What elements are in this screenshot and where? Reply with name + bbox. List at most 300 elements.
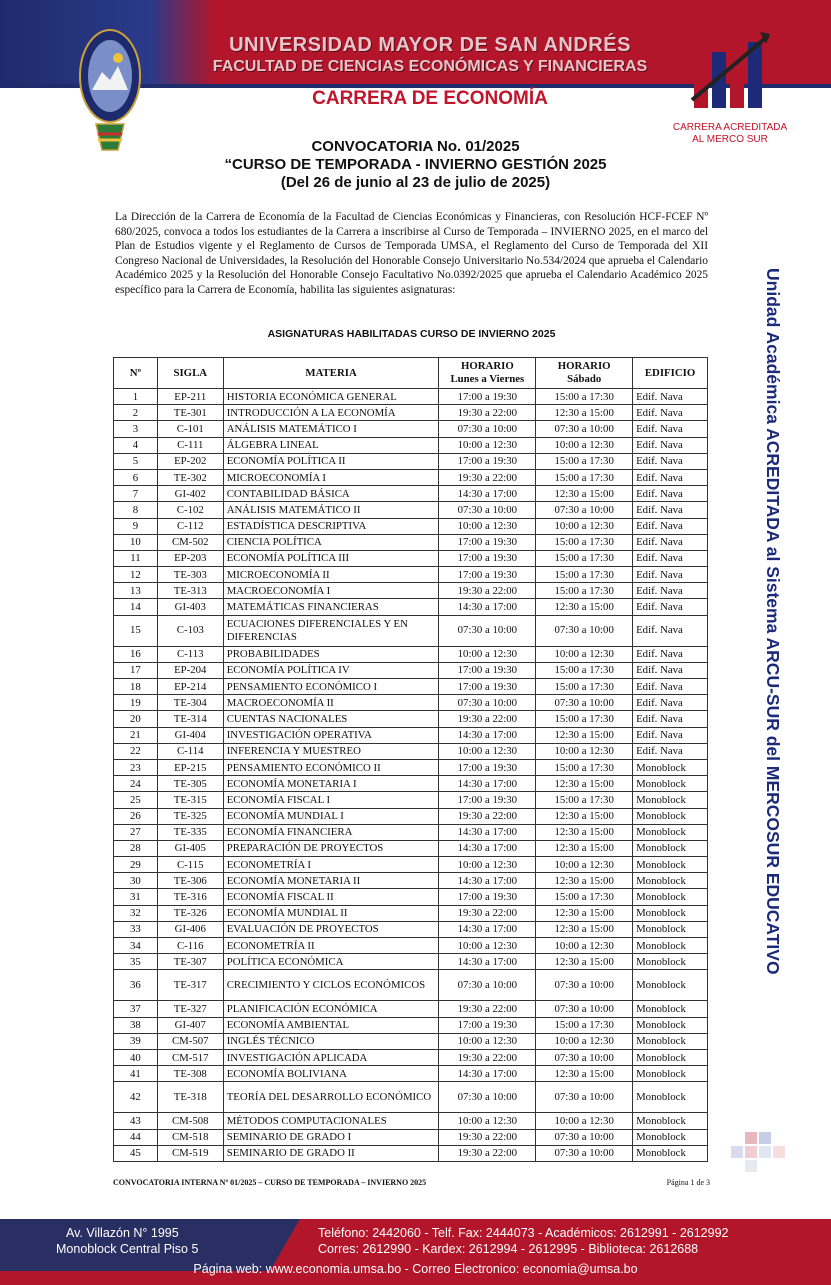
table-row <box>114 534 708 550</box>
decorative-squares-icon <box>725 1132 795 1182</box>
row-number: 35 <box>114 954 158 970</box>
row-horario-saturday: 07:30 a 10:00 <box>536 421 633 437</box>
row-horario-weekday: 17:00 a 19:30 <box>439 679 536 695</box>
row-edificio: Monoblock <box>633 1113 708 1129</box>
page-number: Página 1 de 3 <box>666 1178 710 1187</box>
row-edificio: Edif. Nava <box>633 534 708 550</box>
row-horario-saturday: 12:30 a 15:00 <box>536 486 633 502</box>
row-materia: ECONOMÍA POLÍTICA IV <box>223 662 439 678</box>
row-number: 21 <box>114 727 158 743</box>
table-body <box>114 389 708 1162</box>
row-horario-saturday: 10:00 a 12:30 <box>536 518 633 534</box>
table-row <box>114 905 708 921</box>
table-row <box>114 567 708 583</box>
row-materia: INTRODUCCIÓN A LA ECONOMÍA <box>223 405 439 421</box>
row-horario-saturday: 10:00 a 12:30 <box>536 938 633 954</box>
row-edificio: Edif. Nava <box>633 583 708 599</box>
row-materia: MÉTODOS COMPUTACIONALES <box>223 1113 439 1129</box>
row-horario-weekday: 14:30 a 17:00 <box>439 1066 536 1082</box>
row-edificio: Edif. Nava <box>633 502 708 518</box>
row-materia: PREPARACIÓN DE PROYECTOS <box>223 840 439 856</box>
row-edificio: Monoblock <box>633 1082 708 1113</box>
row-number: 24 <box>114 776 158 792</box>
row-horario-weekday: 19:30 a 22:00 <box>439 469 536 485</box>
row-materia: PROBABILIDADES <box>223 646 439 662</box>
row-sigla: CM-502 <box>157 534 223 550</box>
row-number: 6 <box>114 469 158 485</box>
row-number: 37 <box>114 1001 158 1017</box>
header-num: Nº <box>114 358 158 389</box>
row-horario-weekday: 19:30 a 22:00 <box>439 711 536 727</box>
university-seal-icon <box>78 28 142 152</box>
row-horario-weekday: 17:00 a 19:30 <box>439 389 536 405</box>
row-materia: INVESTIGACIÓN APLICADA <box>223 1049 439 1065</box>
row-materia: HISTORIA ECONÓMICA GENERAL <box>223 389 439 405</box>
announcement-line-2: “CURSO DE TEMPORADA - INVIERNO GESTIÓN 2025 <box>224 156 607 173</box>
row-number: 29 <box>114 857 158 873</box>
row-edificio: Monoblock <box>633 1001 708 1017</box>
side-accreditation <box>757 268 787 1028</box>
career-title: CARRERA DE ECONOMÍA <box>312 88 548 109</box>
row-number: 9 <box>114 518 158 534</box>
row-materia: ESTADÍSTICA DESCRIPTIVA <box>223 518 439 534</box>
row-horario-weekday: 17:00 a 19:30 <box>439 534 536 550</box>
side-accreditation-text: Unidad Académica ACREDITADA al Sistema ARCU-SUR del MERCOSUR EDUCATIVO <box>763 268 783 975</box>
footer-address-line-2: Monoblock Central Piso 5 <box>56 1242 199 1256</box>
row-edificio: Monoblock <box>633 776 708 792</box>
row-number: 44 <box>114 1129 158 1145</box>
row-number: 28 <box>114 840 158 856</box>
row-edificio: Edif. Nava <box>633 679 708 695</box>
row-sigla: EP-204 <box>157 662 223 678</box>
row-sigla: EP-214 <box>157 679 223 695</box>
row-horario-weekday: 19:30 a 22:00 <box>439 583 536 599</box>
row-materia: ANÁLISIS MATEMÁTICO I <box>223 421 439 437</box>
row-horario-saturday: 10:00 a 12:30 <box>536 1033 633 1049</box>
faculty-title: FACULTAD DE CIENCIAS ECONÓMICAS Y FINANCIERAS <box>212 58 648 75</box>
row-number: 14 <box>114 599 158 615</box>
table-row <box>114 711 708 727</box>
row-materia: ECONOMETRÍA II <box>223 938 439 954</box>
row-edificio: Monoblock <box>633 921 708 937</box>
announcement-heading <box>100 138 731 192</box>
row-materia: ECONOMÍA POLÍTICA III <box>223 550 439 566</box>
row-edificio: Monoblock <box>633 889 708 905</box>
row-sigla: C-116 <box>157 938 223 954</box>
table-row <box>114 437 708 453</box>
row-number: 45 <box>114 1145 158 1161</box>
row-edificio: Monoblock <box>633 840 708 856</box>
row-materia: MATEMÁTICAS FINANCIERAS <box>223 599 439 615</box>
subjects-table <box>113 357 708 1162</box>
row-number: 8 <box>114 502 158 518</box>
row-number: 33 <box>114 921 158 937</box>
row-number: 42 <box>114 1082 158 1113</box>
table-row <box>114 873 708 889</box>
row-horario-saturday: 07:30 a 10:00 <box>536 695 633 711</box>
row-edificio: Edif. Nava <box>633 711 708 727</box>
row-horario-saturday: 12:30 a 15:00 <box>536 776 633 792</box>
row-number: 5 <box>114 453 158 469</box>
table-row <box>114 921 708 937</box>
row-edificio: Monoblock <box>633 1049 708 1065</box>
row-sigla: CM-518 <box>157 1129 223 1145</box>
row-number: 10 <box>114 534 158 550</box>
row-edificio: Edif. Nava <box>633 486 708 502</box>
career-logo-icon <box>688 30 772 114</box>
row-sigla: TE-316 <box>157 889 223 905</box>
row-horario-saturday: 15:00 a 17:30 <box>536 662 633 678</box>
announcement-line-3: (Del 26 de junio al 23 de julio de 2025) <box>280 174 551 191</box>
table-row <box>114 583 708 599</box>
row-edificio: Monoblock <box>633 1145 708 1161</box>
row-sigla: C-115 <box>157 857 223 873</box>
row-sigla: C-113 <box>157 646 223 662</box>
row-number: 39 <box>114 1033 158 1049</box>
intro-paragraph: La Dirección de la Carrera de Economía de la Facultad de Ciencias Económicas y Financieras, con Resolución HCF-FCEF Nº 680/2025, convoca a todos los estudiantes de la Carrera a inscribirse al Curso de Temporada – INVIERNO 2025, en el marco del Plan de Estudios vigente y el Reglamento de Cursos de Temporada UMSA, el Reglamento del Curso de Temporada del XII Congreso Nacional de Universidades, la Resolución del Honorable Consejo Universitario No.534/2024 que aprueba el Calendario Académico 2025 y la Resolución del Honorable Consejo Facultativo No.0392/2025 que aprueba el Calendario Académico 2025 específico para la Carrera de Economía, habilita las siguientes asignaturas: <box>115 211 708 296</box>
row-edificio: Monoblock <box>633 938 708 954</box>
row-sigla: GI-404 <box>157 727 223 743</box>
row-sigla: CM-507 <box>157 1033 223 1049</box>
row-horario-saturday: 07:30 a 10:00 <box>536 1049 633 1065</box>
row-materia: MICROECONOMÍA II <box>223 567 439 583</box>
row-horario-saturday: 10:00 a 12:30 <box>536 646 633 662</box>
row-materia: CUENTAS NACIONALES <box>223 711 439 727</box>
table-row <box>114 599 708 615</box>
row-horario-saturday: 12:30 a 15:00 <box>536 405 633 421</box>
row-edificio: Monoblock <box>633 857 708 873</box>
row-horario-weekday: 07:30 a 10:00 <box>439 1082 536 1113</box>
row-materia: ECONOMÍA FINANCIERA <box>223 824 439 840</box>
row-materia: ANÁLISIS MATEMÁTICO II <box>223 502 439 518</box>
row-horario-saturday: 15:00 a 17:30 <box>536 792 633 808</box>
row-materia: ECONOMÍA FISCAL II <box>223 889 439 905</box>
row-materia: SEMINARIO DE GRADO II <box>223 1145 439 1161</box>
internal-footnote: CONVOCATORIA INTERNA Nº 01/2025 – CURSO DE TEMPORADA – INVIERNO 2025 <box>113 1178 427 1187</box>
row-number: 32 <box>114 905 158 921</box>
row-number: 13 <box>114 583 158 599</box>
row-number: 4 <box>114 437 158 453</box>
row-horario-saturday: 15:00 a 17:30 <box>536 583 633 599</box>
row-sigla: C-114 <box>157 743 223 759</box>
row-sigla: C-112 <box>157 518 223 534</box>
header-sigla: SIGLA <box>157 358 223 389</box>
header-edificio: EDIFICIO <box>633 358 708 389</box>
row-sigla: GI-405 <box>157 840 223 856</box>
table-row <box>114 1145 708 1161</box>
accreditation-line-1: CARRERA ACREDITADA <box>672 122 788 133</box>
accreditation-line-2: AL MERCO SUR <box>692 134 768 145</box>
row-sigla: CM-519 <box>157 1145 223 1161</box>
row-number: 30 <box>114 873 158 889</box>
row-number: 38 <box>114 1017 158 1033</box>
row-horario-weekday: 10:00 a 12:30 <box>439 1113 536 1129</box>
row-sigla: TE-307 <box>157 954 223 970</box>
row-sigla: TE-335 <box>157 824 223 840</box>
table-row <box>114 646 708 662</box>
table-row <box>114 615 708 646</box>
row-materia: INFERENCIA Y MUESTREO <box>223 743 439 759</box>
row-materia: ÁLGEBRA LINEAL <box>223 437 439 453</box>
row-sigla: TE-301 <box>157 405 223 421</box>
row-horario-saturday: 12:30 a 15:00 <box>536 808 633 824</box>
row-materia: ECONOMÍA BOLIVIANA <box>223 1066 439 1082</box>
row-materia: ECONOMÍA MUNDIAL II <box>223 905 439 921</box>
row-horario-weekday: 19:30 a 22:00 <box>439 905 536 921</box>
row-edificio: Edif. Nava <box>633 743 708 759</box>
row-edificio: Edif. Nava <box>633 405 708 421</box>
row-horario-weekday: 14:30 a 17:00 <box>439 954 536 970</box>
row-horario-weekday: 07:30 a 10:00 <box>439 970 536 1001</box>
row-number: 34 <box>114 938 158 954</box>
row-horario-weekday: 10:00 a 12:30 <box>439 857 536 873</box>
header-materia: MATERIA <box>223 358 439 389</box>
row-horario-weekday: 17:00 a 19:30 <box>439 889 536 905</box>
row-horario-saturday: 07:30 a 10:00 <box>536 1082 633 1113</box>
row-materia: TEORÍA DEL DESARROLLO ECONÓMICO <box>223 1082 439 1113</box>
row-horario-weekday: 10:00 a 12:30 <box>439 437 536 453</box>
table-header-row <box>114 358 708 389</box>
row-horario-weekday: 19:30 a 22:00 <box>439 405 536 421</box>
table-row <box>114 502 708 518</box>
row-sigla: TE-318 <box>157 1082 223 1113</box>
row-edificio: Edif. Nava <box>633 662 708 678</box>
row-sigla: TE-306 <box>157 873 223 889</box>
row-sigla: CM-517 <box>157 1049 223 1065</box>
row-horario-saturday: 15:00 a 17:30 <box>536 469 633 485</box>
row-number: 40 <box>114 1049 158 1065</box>
row-materia: PLANIFICACIÓN ECONÓMICA <box>223 1001 439 1017</box>
row-sigla: TE-317 <box>157 970 223 1001</box>
row-edificio: Monoblock <box>633 954 708 970</box>
row-horario-weekday: 19:30 a 22:00 <box>439 1049 536 1065</box>
row-horario-saturday: 10:00 a 12:30 <box>536 437 633 453</box>
table-row <box>114 727 708 743</box>
row-horario-weekday: 10:00 a 12:30 <box>439 938 536 954</box>
table-row <box>114 1129 708 1145</box>
header-horario-saturday-line-2: Sábado <box>567 373 602 385</box>
row-materia: INVESTIGACIÓN OPERATIVA <box>223 727 439 743</box>
row-horario-weekday: 14:30 a 17:00 <box>439 824 536 840</box>
row-materia: CRECIMIENTO Y CICLOS ECONÓMICOS <box>223 970 439 1001</box>
row-horario-saturday: 15:00 a 17:30 <box>536 679 633 695</box>
table-row <box>114 389 708 405</box>
row-sigla: C-103 <box>157 615 223 646</box>
row-horario-weekday: 14:30 a 17:00 <box>439 486 536 502</box>
row-sigla: GI-402 <box>157 486 223 502</box>
table-row <box>114 1033 708 1049</box>
row-materia: ECUACIONES DIFERENCIALES Y EN DIFERENCIAS <box>223 615 439 646</box>
row-horario-saturday: 15:00 a 17:30 <box>536 889 633 905</box>
row-number: 11 <box>114 550 158 566</box>
row-horario-weekday: 14:30 a 17:00 <box>439 599 536 615</box>
row-edificio: Monoblock <box>633 1066 708 1082</box>
row-horario-saturday: 07:30 a 10:00 <box>536 970 633 1001</box>
row-horario-saturday: 12:30 a 15:00 <box>536 921 633 937</box>
table-row <box>114 662 708 678</box>
row-horario-weekday: 07:30 a 10:00 <box>439 615 536 646</box>
row-sigla: EP-211 <box>157 389 223 405</box>
row-edificio: Monoblock <box>633 1129 708 1145</box>
row-edificio: Edif. Nava <box>633 567 708 583</box>
row-edificio: Edif. Nava <box>633 389 708 405</box>
row-edificio: Edif. Nava <box>633 550 708 566</box>
table-row <box>114 1113 708 1129</box>
table-row <box>114 550 708 566</box>
row-horario-saturday: 15:00 a 17:30 <box>536 759 633 775</box>
row-edificio: Monoblock <box>633 970 708 1001</box>
header-horario-weekday-line-1: HORARIO <box>460 360 514 372</box>
row-materia: MACROECONOMÍA I <box>223 583 439 599</box>
row-number: 36 <box>114 970 158 1001</box>
table-row <box>114 1066 708 1082</box>
row-horario-saturday: 07:30 a 10:00 <box>536 1129 633 1145</box>
row-horario-saturday: 07:30 a 10:00 <box>536 502 633 518</box>
row-materia: ECONOMÍA POLÍTICA II <box>223 453 439 469</box>
row-sigla: TE-314 <box>157 711 223 727</box>
row-number: 12 <box>114 567 158 583</box>
row-horario-weekday: 19:30 a 22:00 <box>439 1001 536 1017</box>
row-number: 2 <box>114 405 158 421</box>
row-horario-weekday: 07:30 a 10:00 <box>439 695 536 711</box>
table-row <box>114 1049 708 1065</box>
row-horario-weekday: 17:00 a 19:30 <box>439 792 536 808</box>
row-materia: CIENCIA POLÍTICA <box>223 534 439 550</box>
row-horario-weekday: 10:00 a 12:30 <box>439 743 536 759</box>
row-number: 31 <box>114 889 158 905</box>
table-row <box>114 1017 708 1033</box>
row-horario-weekday: 17:00 a 19:30 <box>439 550 536 566</box>
row-number: 3 <box>114 421 158 437</box>
row-horario-saturday: 15:00 a 17:30 <box>536 534 633 550</box>
row-materia: ECONOMÍA FISCAL I <box>223 792 439 808</box>
row-sigla: GI-406 <box>157 921 223 937</box>
row-horario-weekday: 19:30 a 22:00 <box>439 808 536 824</box>
row-edificio: Edif. Nava <box>633 599 708 615</box>
row-number: 41 <box>114 1066 158 1082</box>
row-horario-saturday: 10:00 a 12:30 <box>536 743 633 759</box>
table-row <box>114 486 708 502</box>
header-horario-weekday-line-2: Lunes a Viernes <box>450 373 525 385</box>
footer-address-line-1: Av. Villazón N° 1995 <box>66 1226 179 1240</box>
table-row <box>114 938 708 954</box>
table-row <box>114 759 708 775</box>
row-sigla: TE-303 <box>157 567 223 583</box>
row-sigla: TE-308 <box>157 1066 223 1082</box>
row-sigla: TE-302 <box>157 469 223 485</box>
row-horario-saturday: 15:00 a 17:30 <box>536 567 633 583</box>
table-row <box>114 824 708 840</box>
row-sigla: CM-508 <box>157 1113 223 1129</box>
row-materia: ECONOMÍA MUNDIAL I <box>223 808 439 824</box>
header-horario-weekday <box>439 358 536 389</box>
row-edificio: Monoblock <box>633 759 708 775</box>
row-horario-saturday: 10:00 a 12:30 <box>536 857 633 873</box>
row-materia: POLÍTICA ECONÓMICA <box>223 954 439 970</box>
row-sigla: TE-315 <box>157 792 223 808</box>
table-row <box>114 695 708 711</box>
table-row <box>114 792 708 808</box>
row-horario-weekday: 17:00 a 19:30 <box>439 567 536 583</box>
table-row <box>114 743 708 759</box>
row-horario-weekday: 17:00 a 19:30 <box>439 453 536 469</box>
table-row <box>114 954 708 970</box>
row-horario-saturday: 12:30 a 15:00 <box>536 599 633 615</box>
announcement-line-1: CONVOCATORIA No. 01/2025 <box>311 138 520 155</box>
row-edificio: Edif. Nava <box>633 453 708 469</box>
row-number: 7 <box>114 486 158 502</box>
row-horario-saturday: 12:30 a 15:00 <box>536 905 633 921</box>
row-horario-saturday: 15:00 a 17:30 <box>536 1017 633 1033</box>
row-materia: MACROECONOMÍA II <box>223 695 439 711</box>
row-sigla: GI-403 <box>157 599 223 615</box>
row-edificio: Edif. Nava <box>633 646 708 662</box>
row-edificio: Edif. Nava <box>633 695 708 711</box>
table-row <box>114 421 708 437</box>
row-horario-weekday: 17:00 a 19:30 <box>439 1017 536 1033</box>
footer-phones-line-2: Corres: 2612990 - Kardex: 2612994 - 2612995 - Biblioteca: 2612688 <box>318 1242 699 1256</box>
row-edificio: Monoblock <box>633 1017 708 1033</box>
table-row <box>114 1001 708 1017</box>
row-horario-saturday: 15:00 a 17:30 <box>536 389 633 405</box>
row-horario-saturday: 07:30 a 10:00 <box>536 1145 633 1161</box>
row-sigla: TE-326 <box>157 905 223 921</box>
row-horario-weekday: 07:30 a 10:00 <box>439 421 536 437</box>
row-number: 19 <box>114 695 158 711</box>
row-number: 27 <box>114 824 158 840</box>
row-edificio: Edif. Nava <box>633 469 708 485</box>
row-horario-weekday: 14:30 a 17:00 <box>439 921 536 937</box>
footer-phones-line-1: Teléfono: 2442060 - Telf. Fax: 2444073 - Académicos: 2612991 - 2612992 <box>318 1226 729 1240</box>
row-number: 43 <box>114 1113 158 1129</box>
row-edificio: Monoblock <box>633 792 708 808</box>
footer <box>0 1219 831 1285</box>
row-sigla: TE-304 <box>157 695 223 711</box>
header-horario-saturday <box>536 358 633 389</box>
row-horario-saturday: 07:30 a 10:00 <box>536 615 633 646</box>
row-horario-weekday: 14:30 a 17:00 <box>439 727 536 743</box>
row-edificio: Monoblock <box>633 905 708 921</box>
university-title: UNIVERSIDAD MAYOR DE SAN ANDRÉS <box>229 34 631 56</box>
table-row <box>114 776 708 792</box>
table-row <box>114 970 708 1001</box>
row-edificio: Monoblock <box>633 808 708 824</box>
row-materia: ECONOMETRÍA I <box>223 857 439 873</box>
row-horario-saturday: 12:30 a 15:00 <box>536 840 633 856</box>
table-title: ASIGNATURAS HABILITADAS CURSO DE INVIERNO 2025 <box>267 328 556 340</box>
row-materia: PENSAMIENTO ECONÓMICO II <box>223 759 439 775</box>
row-horario-saturday: 15:00 a 17:30 <box>536 711 633 727</box>
row-number: 20 <box>114 711 158 727</box>
table-row <box>114 889 708 905</box>
row-sigla: TE-313 <box>157 583 223 599</box>
row-horario-weekday: 19:30 a 22:00 <box>439 1145 536 1161</box>
row-number: 25 <box>114 792 158 808</box>
row-sigla: GI-407 <box>157 1017 223 1033</box>
row-number: 1 <box>114 389 158 405</box>
row-number: 17 <box>114 662 158 678</box>
table-row <box>114 1082 708 1113</box>
row-horario-saturday: 15:00 a 17:30 <box>536 453 633 469</box>
row-materia: SEMINARIO DE GRADO I <box>223 1129 439 1145</box>
table-row <box>114 469 708 485</box>
row-sigla: C-111 <box>157 437 223 453</box>
row-horario-saturday: 10:00 a 12:30 <box>536 1113 633 1129</box>
row-sigla: TE-305 <box>157 776 223 792</box>
table-row <box>114 808 708 824</box>
row-materia: ECONOMÍA AMBIENTAL <box>223 1017 439 1033</box>
row-edificio: Edif. Nava <box>633 437 708 453</box>
